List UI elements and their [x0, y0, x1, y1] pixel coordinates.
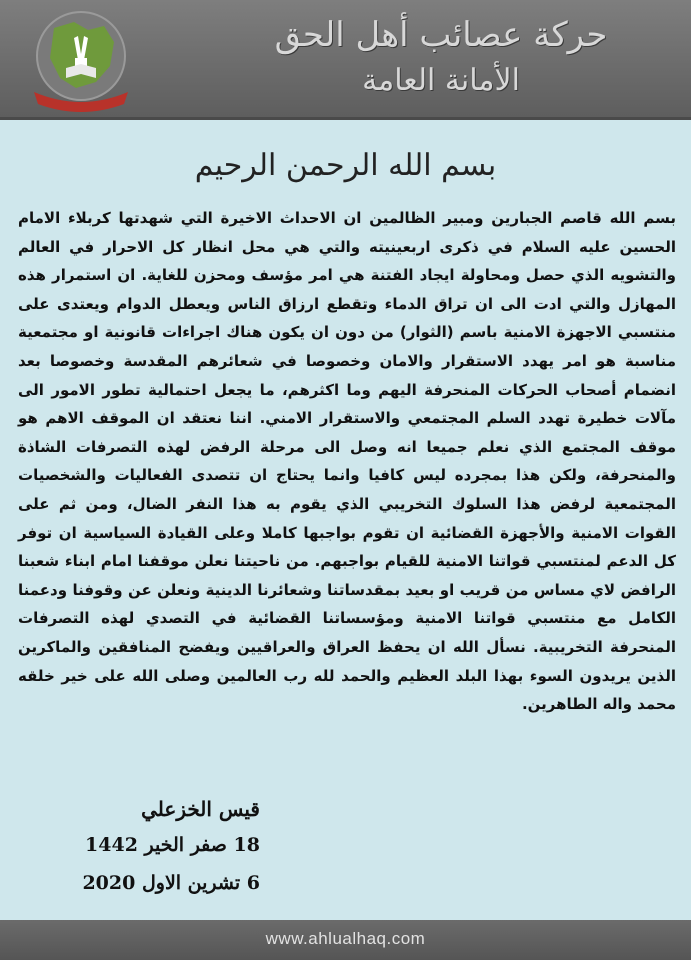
website-url: www.ahlualhaq.com: [265, 929, 426, 948]
movement-logo-icon: [26, 8, 136, 112]
organization-subtitle: الأمانة العامة: [362, 63, 520, 98]
organization-name: حركة عصائب أهل الحق: [274, 15, 608, 55]
statement-body: بسم الله قاصم الجبارين ومبير الظالمين ان الاحداث الاخيرة التي شهدتها كربلاء الامام الحسين عليه السلام في ذكرى اربعينيته والتي هي محل انظار كل الاحرار في العالم والتشويه الذي حصل ومحاولة ايجاد الفتنة هي امر مؤسف ومحزن للغاية. ان استمرار هذه المهازل والتي ادت الى ان تراق الدماء وتقطع ارزاق الناس ويعطل الدوام ويعتدى على منتسبي الاجهزة الامنية باسم (الثوار) من دون ان يكون هناك اجراءات قانونية او مجتمعية مناسبة هو امر يهدد الاستقرار والامان وخصوصا في شعائرهم المقدسة وخصوصا بعد انضمام أصحاب الحركات المنحرفة اليهم وما اكثرهم، ما يجعل احتمالية تطور الامور الى مآلات خطيرة تهدد السلم المجتمعي والاستقرار الامني. اننا نعتقد ان الموقف الاهم هو موقف المجتمع الذي نعلم جميعا انه وصل الى مرحلة الرفض لهذه التصرفات الشاذة والمنحرفة، ولكن هذا بمجرده ليس كافيا وانما يحتاج ان تتصدى الفعاليات والشخصيات المجتمعية لرفض هذا السلوك التخريبي الذي يقوم به هذا النفر الضال، ومن ثم على القوات الامنية والأجهزة القضائية ان تقوم بواجبها كاملا وعلى القيادة السياسية ان توفر كل الدعم لمنتسبي قواتنا الامنية للقيام بواجبهم. من ناحيتنا نعلن موقفنا امام ابناء شعبنا الرافض لاي مساس من قريب او بعيد بمقدساتنا وشعائرنا الدينية ونعلن عن وقوفنا ودعمنا الكامل مع منتسبي قواتنا الامنية ومؤسساتنا القضائية في التصدي لهذه التصرفات المنحرفة التخريبية. نسأل الله ان يحفظ العراق والعراقيين ويفضح المنافقين والماكرين الذين يريدون السوء بهذا البلد العظيم والحمد لله رب العالمين وصلى الله على خير خلقه محمد واله الطاهرين.: [18, 209, 676, 714]
basmala-heading: بسم الله الرحمن الرحيم: [194, 148, 497, 183]
letterhead-footer: [0, 920, 691, 960]
gregorian-date: 6 تشرين الاول 2020: [82, 872, 260, 894]
header-title: [231, 12, 651, 104]
signature-block: [60, 792, 260, 902]
letterhead-header: [0, 0, 691, 120]
signatory-name: قيس الخزعلي: [141, 797, 260, 821]
hijri-date: 18 صفر الخير 1442: [85, 834, 260, 856]
